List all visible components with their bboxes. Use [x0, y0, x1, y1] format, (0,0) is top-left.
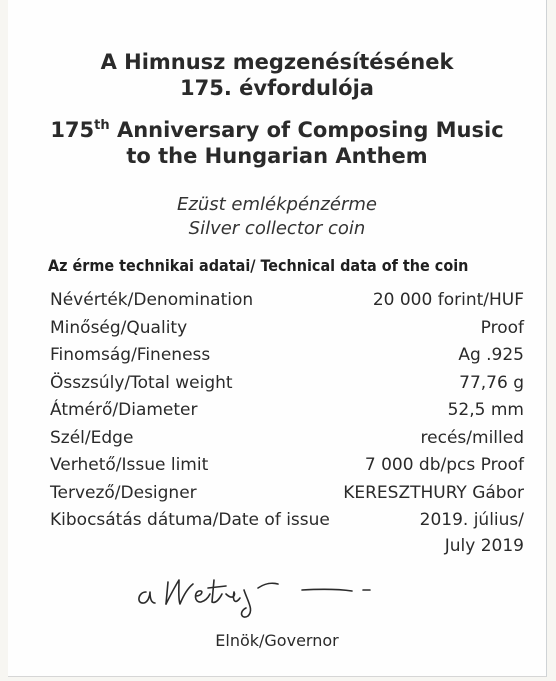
row-label: Átmérő/Diameter	[50, 400, 198, 420]
title-english-rest: Anniversary of Composing Music	[109, 118, 504, 142]
subtitle-hungarian: Ezüst emlékpénzérme	[177, 194, 377, 215]
governor-label: Elnök/Governor	[215, 631, 339, 650]
row-fineness	[50, 342, 524, 370]
row-value: 7 000 db/pcs Proof	[364, 455, 524, 475]
row-label: Tervező/Designer	[50, 482, 197, 503]
title-english-line1	[8, 118, 546, 142]
row-issue-limit	[50, 452, 524, 480]
row-value: KERESZTHURY Gábor	[343, 482, 524, 503]
title-hungarian-line2: 175. évfordulója	[180, 76, 374, 100]
row-label: Névérték/Denomination	[50, 290, 254, 310]
row-quality	[50, 315, 524, 343]
row-value: 52,5 mm	[447, 400, 524, 420]
row-designer	[50, 480, 524, 508]
row-value: 77,76 g	[459, 372, 524, 393]
row-value: 2019. július/	[419, 510, 524, 530]
technical-data-heading: Az érme technikai adatai/ Technical data of the coin	[48, 256, 469, 275]
subtitle-english: Silver collector coin	[188, 218, 366, 239]
row-label: Szél/Edge	[50, 427, 134, 448]
row-label: Minőség/Quality	[50, 317, 188, 338]
row-label: Finomság/Fineness	[50, 345, 211, 365]
row-value-continued: July 2019	[444, 536, 524, 556]
row-date-of-issue	[50, 507, 524, 559]
title-english-ordinal: th	[94, 118, 110, 133]
title-english-number: 175	[50, 118, 95, 142]
row-label: Verhető/Issue limit	[50, 455, 209, 475]
row-value: Proof	[480, 317, 524, 338]
row-denomination	[50, 287, 524, 315]
row-label: Kibocsátás dátuma/Date of issue	[50, 510, 330, 530]
row-label: Összsúly/Total weight	[50, 372, 233, 393]
row-diameter	[50, 397, 524, 425]
title-english-line2: to the Hungarian Anthem	[126, 144, 428, 168]
row-edge	[50, 425, 524, 453]
row-value: 20 000 forint/HUF	[372, 290, 524, 310]
technical-data-table	[50, 287, 524, 559]
governor-signature	[130, 570, 380, 626]
title-hungarian-line1: A Himnusz megzenésítésének	[100, 50, 454, 74]
row-value: Ag .925	[458, 345, 524, 365]
row-value: recés/milled	[420, 427, 524, 448]
row-total-weight	[50, 370, 524, 398]
certificate-card	[8, 0, 547, 677]
